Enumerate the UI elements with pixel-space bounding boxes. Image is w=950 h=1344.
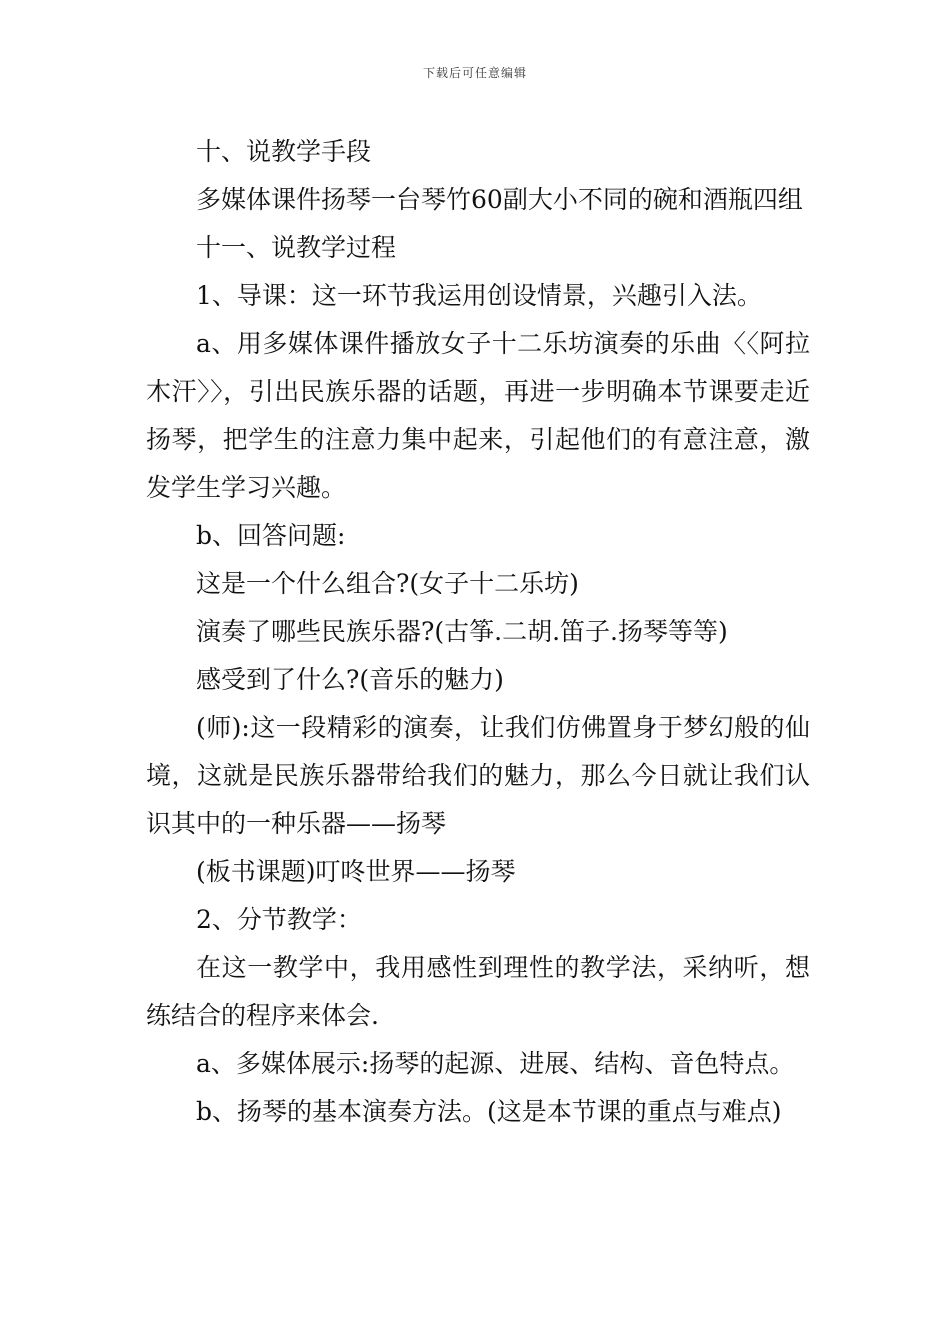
paragraph-question-1: 这是一个什么组合?(女子十二乐坊) bbox=[196, 569, 579, 598]
paragraph-basic-playing-method: b、扬琴的基本演奏方法。(这是本节课的重点与难点) bbox=[196, 1097, 782, 1126]
document-body bbox=[146, 128, 810, 1136]
paragraph-question-3: 感受到了什么?(音乐的魅力) bbox=[196, 665, 504, 694]
paragraph-section-teaching: 2、分节教学： bbox=[196, 905, 362, 934]
paragraph-answer-questions: b、回答问题: bbox=[196, 521, 346, 550]
section-heading-teaching-means: 十、说教学手段 bbox=[196, 137, 372, 166]
section-heading-teaching-process: 十一、说教学过程 bbox=[196, 233, 397, 262]
paragraph-intro-step: 1、导课：这一环节我运用创设情景，兴趣引入法。 bbox=[196, 281, 762, 310]
paragraph-multimedia-playback: a、用多媒体课件播放女子十二乐坊演奏的乐曲〈〈阿拉木汗〉〉，引出民族乐器的话题，再进一步明确本节课要走近扬琴，把学生的注意力集中起来，引起他们的有意注意，激发学生学习兴趣。 bbox=[146, 329, 810, 502]
page-header: 下载后可任意编辑 bbox=[422, 66, 527, 80]
paragraph-teaching-means: 多媒体课件扬琴一台琴竹60副大小不同的碗和酒瓶四组 bbox=[196, 185, 803, 214]
paragraph-teaching-method: 在这一教学中，我用感性到理性的教学法，采纳听，想练结合的程序来体会. bbox=[146, 953, 810, 1030]
paragraph-teacher-remarks: (师):这一段精彩的演奏，让我们仿佛置身于梦幻般的仙境，这就是民族乐器带给我们的魅力，那么今日就让我们认识其中的一种乐器——扬琴 bbox=[146, 713, 810, 838]
paragraph-question-2: 演奏了哪些民族乐器?(古筝.二胡.笛子.扬琴等等) bbox=[196, 617, 728, 646]
paragraph-board-title: (板书课题)叮咚世界——扬琴 bbox=[196, 857, 516, 886]
paragraph-multimedia-display: a、多媒体展示:扬琴的起源、进展、结构、音色特点。 bbox=[196, 1049, 795, 1078]
